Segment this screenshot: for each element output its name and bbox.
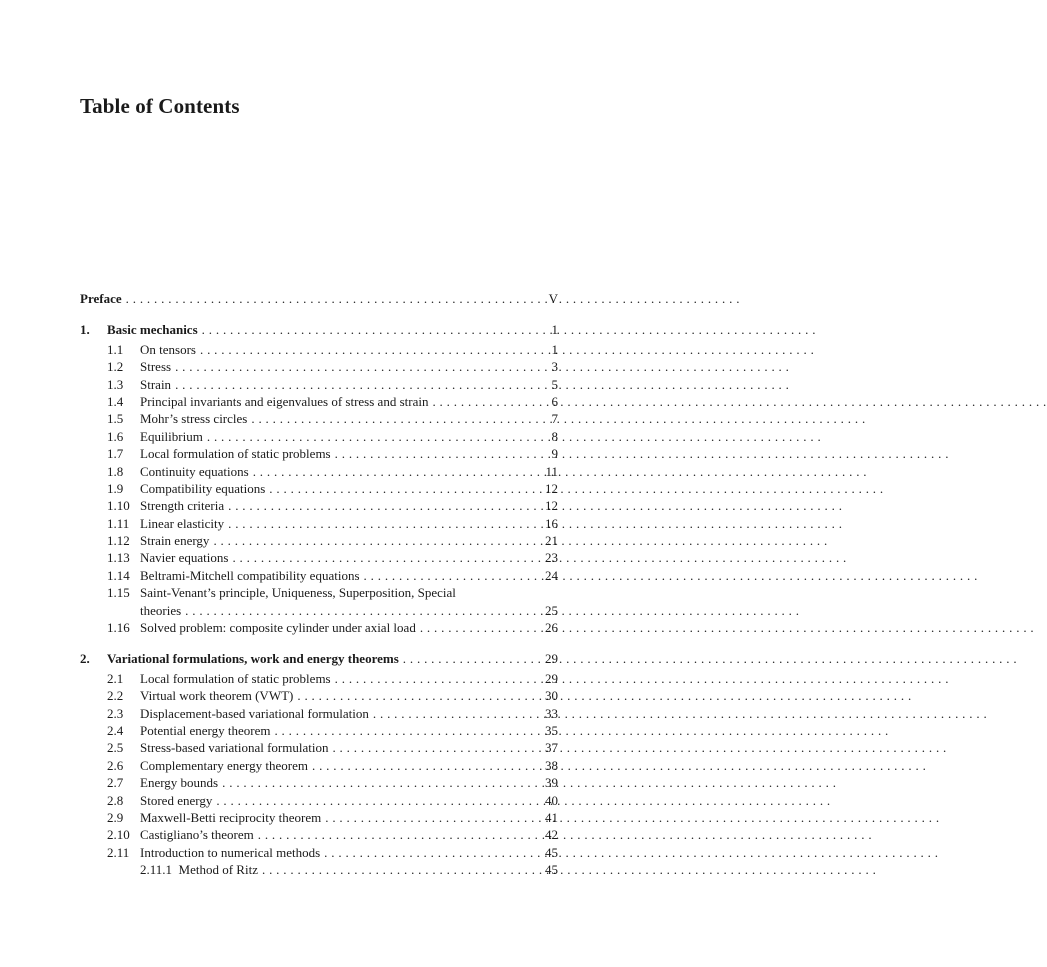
toc-entry-page: 29 (545, 651, 558, 667)
section-number: 2.7 (107, 775, 124, 791)
toc-chapter-heading[interactable] (80, 321, 558, 338)
dot-leader (258, 826, 536, 843)
dot-leader (207, 428, 536, 445)
dot-leader (373, 705, 536, 722)
section-title: Mohr’s stress circles (140, 411, 248, 427)
section-number: 1.12 (107, 533, 130, 549)
toc-entry-page: 1 (551, 341, 558, 357)
subsection-number: 2.11.1 (140, 862, 173, 878)
chapter-number: 2. (80, 651, 90, 667)
section-number: 1.13 (107, 550, 130, 566)
toc-section[interactable] (80, 670, 558, 687)
toc-entry-page: 5 (551, 376, 558, 392)
section-number: 2.5 (107, 740, 124, 756)
toc-entry-page: 29 (545, 670, 558, 686)
toc-entry-page: 38 (545, 757, 558, 773)
toc-section[interactable] (80, 809, 558, 826)
section-number: 1.1 (107, 341, 124, 357)
section-number: 2.2 (107, 688, 124, 704)
section-title: Displacement-based variational formulation (140, 705, 369, 721)
section-title: Compatibility equations (140, 480, 266, 496)
section-title: Strain (140, 376, 172, 392)
dot-leader (228, 515, 536, 532)
toc-section[interactable] (80, 549, 558, 566)
toc-section[interactable] (80, 567, 558, 584)
section-number: 2.6 (107, 757, 124, 773)
section-title: Local formulation of static problems (140, 670, 331, 686)
dot-leader (185, 602, 536, 619)
section-number: 2.1 (107, 670, 124, 686)
dot-leader (202, 321, 536, 338)
toc-entry-page: 37 (545, 740, 558, 756)
dot-leader (175, 376, 536, 393)
dot-leader (324, 844, 536, 861)
section-number: 1.2 (107, 359, 124, 375)
section-number: 2.11 (107, 844, 130, 860)
dot-leader (251, 410, 536, 427)
dot-leader (335, 445, 536, 462)
toc-section[interactable] (80, 358, 558, 375)
subsection-title-text: Method of Ritz (178, 862, 258, 878)
toc-entry-page: 12 (545, 480, 558, 496)
toc-section[interactable] (80, 445, 558, 462)
section-title: Castigliano’s theorem (140, 827, 254, 843)
toc-section[interactable] (80, 410, 558, 427)
section-title: On tensors (140, 341, 196, 357)
toc-entry-title: Preface (80, 291, 122, 306)
dot-leader (126, 290, 536, 307)
section-title: Stress (140, 359, 172, 375)
toc-section[interactable] (80, 497, 558, 514)
subsection-title (140, 861, 258, 878)
section-title: Solved problem: composite cylinder under axial load (140, 620, 416, 636)
toc-entry-page: 21 (545, 533, 558, 549)
toc-entry-page: 35 (545, 722, 558, 738)
section-number: 1.3 (107, 376, 124, 392)
toc-section[interactable] (80, 463, 558, 480)
toc-entry-page: 25 (545, 602, 558, 618)
section-number: 1.5 (107, 411, 124, 427)
toc-entry-page: 41 (545, 809, 558, 825)
toc-entry-page: 45 (545, 844, 558, 860)
page-title: Table of Contents (80, 94, 240, 118)
section-title: Equilibrium (140, 428, 203, 444)
toc-entry-page: 3 (551, 359, 558, 375)
section-number: 1.10 (107, 498, 130, 514)
dot-leader (403, 650, 536, 667)
dot-leader (262, 861, 536, 878)
section-number: 2.4 (107, 722, 124, 738)
section-title: Saint-Venant’s principle, Uniqueness, Superposition, Special (140, 585, 456, 601)
chapter-title: Basic mechanics (107, 322, 198, 338)
toc-entry-page: 24 (545, 567, 558, 583)
section-number: 1.8 (107, 463, 124, 479)
toc-entry-page: 1 (551, 322, 558, 338)
section-number: 1.9 (107, 480, 124, 496)
section-number: 1.7 (107, 446, 124, 462)
dot-leader (432, 393, 536, 410)
toc-entry-page: 39 (545, 775, 558, 791)
dot-leader (325, 809, 536, 826)
chapter-2 (80, 650, 558, 878)
section-title: Energy bounds (140, 775, 219, 791)
toc-section[interactable] (80, 687, 558, 704)
toc-entry-page: 6 (551, 393, 558, 409)
section-title: Complementary energy theorem (140, 757, 308, 773)
section-number: 2.3 (107, 705, 124, 721)
dot-leader (364, 567, 536, 584)
section-title-continued: theories (140, 602, 182, 618)
chapter-title: Variational formulations, work and energy theorems (107, 651, 399, 667)
toc-preface[interactable] (80, 290, 558, 307)
dot-leader (213, 532, 536, 549)
section-number: 1.6 (107, 428, 124, 444)
section-number: 2.9 (107, 809, 124, 825)
section-title: Beltrami-Mitchell compatibility equations (140, 567, 360, 583)
section-title: Continuity equations (140, 463, 249, 479)
toc-entry-page: 45 (545, 862, 558, 878)
section-number: 1.14 (107, 567, 130, 583)
toc-entry-page: 33 (545, 705, 558, 721)
dot-leader (332, 739, 536, 756)
toc-entry-page: 42 (545, 827, 558, 843)
section-title: Maxwell-Betti reciprocity theorem (140, 809, 322, 825)
toc-section[interactable] (80, 739, 558, 756)
toc-section[interactable] (80, 619, 558, 636)
toc-entry-page: V (548, 291, 558, 306)
dot-leader (232, 549, 536, 566)
toc-entry-page: 9 (551, 446, 558, 462)
toc-entry-page: 16 (545, 515, 558, 531)
section-title: Stored energy (140, 792, 213, 808)
toc-section[interactable] (80, 532, 558, 549)
toc-section[interactable] (80, 584, 558, 601)
dot-leader (175, 358, 536, 375)
section-title: Virtual work theorem (VWT) (140, 688, 294, 704)
toc-entry-page: 7 (551, 411, 558, 427)
dot-leader (312, 757, 536, 774)
dot-leader (274, 722, 536, 739)
toc-section[interactable] (80, 826, 558, 843)
toc-entry-page: 23 (545, 550, 558, 566)
toc-section[interactable] (80, 480, 558, 497)
section-number: 1.16 (107, 620, 130, 636)
toc-section[interactable] (80, 757, 558, 774)
section-number: 1.11 (107, 515, 130, 531)
toc-section[interactable] (80, 792, 558, 809)
section-title: Principal invariants and eigenvalues of stress and strain (140, 393, 429, 409)
toc-section[interactable] (80, 774, 558, 791)
section-number: 1.4 (107, 393, 124, 409)
toc-entry-page: 26 (545, 620, 558, 636)
section-number: 1.15 (107, 585, 130, 601)
section-number: 2.10 (107, 827, 130, 843)
toc-chapter-heading[interactable] (80, 650, 558, 667)
dot-leader (228, 497, 536, 514)
section-title: Strain energy (140, 533, 210, 549)
chapter-1 (80, 321, 558, 636)
section-title: Strength criteria (140, 498, 225, 514)
section-title: Introduction to numerical methods (140, 844, 321, 860)
dot-leader (420, 619, 536, 636)
toc-section-continued[interactable] (80, 602, 558, 619)
toc-subsection[interactable] (80, 861, 558, 878)
toc-entry-page: 12 (545, 498, 558, 514)
toc-section[interactable] (80, 844, 558, 861)
section-title: Linear elasticity (140, 515, 225, 531)
section-title: Navier equations (140, 550, 229, 566)
dot-leader (269, 480, 536, 497)
section-title: Potential energy theorem (140, 722, 271, 738)
section-number: 2.8 (107, 792, 124, 808)
dot-leader (216, 792, 536, 809)
dot-leader (222, 774, 536, 791)
table-of-contents (80, 290, 558, 893)
dot-leader (335, 670, 536, 687)
toc-section[interactable] (80, 705, 558, 722)
dot-leader (253, 463, 536, 480)
toc-entry-page: 8 (551, 428, 558, 444)
toc-entry-page: 40 (545, 792, 558, 808)
toc-section[interactable] (80, 515, 558, 532)
toc-entry-page: 30 (545, 688, 558, 704)
toc-entry-page: 11 (545, 463, 558, 479)
toc-section[interactable] (80, 428, 558, 445)
dot-leader (297, 687, 536, 704)
toc-section[interactable] (80, 376, 558, 393)
dot-leader (200, 341, 536, 358)
chapter-number: 1. (80, 322, 90, 338)
toc-section[interactable] (80, 393, 558, 410)
toc-section[interactable] (80, 722, 558, 739)
section-title: Stress-based variational formulation (140, 740, 329, 756)
toc-section[interactable] (80, 341, 558, 358)
section-title: Local formulation of static problems (140, 446, 331, 462)
